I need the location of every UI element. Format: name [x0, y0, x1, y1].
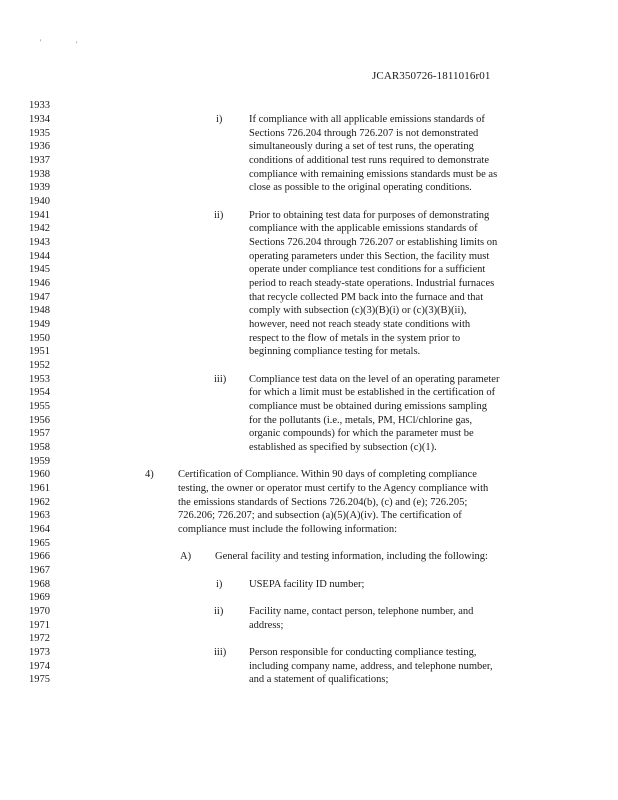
- scan-speck: ': [40, 38, 42, 47]
- line-number: 1948: [29, 305, 50, 316]
- paragraph-marker: iii): [214, 647, 227, 658]
- line-number: 1944: [29, 251, 50, 262]
- scan-speck: ': [76, 40, 78, 49]
- line-number: 1954: [29, 387, 50, 398]
- line-number: 1946: [29, 278, 50, 289]
- line-number: 1950: [29, 333, 50, 344]
- paragraph-marker: ii): [214, 606, 224, 617]
- line-number: 1971: [29, 620, 50, 631]
- line-number: 1935: [29, 128, 50, 139]
- text-line: beginning compliance testing for metals.: [249, 346, 421, 357]
- line-number: 1947: [29, 292, 50, 303]
- line-number: 1958: [29, 442, 50, 453]
- text-line: General facility and testing information, including the following:: [215, 551, 488, 562]
- line-number: 1952: [29, 360, 50, 371]
- line-number: 1939: [29, 182, 50, 193]
- paragraph-marker: i): [216, 114, 223, 125]
- text-line: however, need not reach steady state conditions with: [249, 319, 471, 330]
- text-line: compliance must be obtained during emissions sampling: [249, 401, 487, 412]
- text-line: and a statement of qualifications;: [249, 674, 389, 685]
- text-line: compliance with remaining emissions standards must be as: [249, 169, 498, 180]
- line-number: 1973: [29, 647, 50, 658]
- text-line: conditions of additional test runs required to demonstrate: [249, 155, 489, 166]
- line-number: 1941: [29, 210, 50, 221]
- text-line: close as possible to the original operating conditions.: [249, 182, 472, 193]
- line-number: 1945: [29, 264, 50, 275]
- text-line: address;: [249, 620, 284, 631]
- paragraph-marker: i): [216, 579, 223, 590]
- text-line: operating parameters under this Section, the facility must: [249, 251, 490, 262]
- text-line: simultaneously during a set of test runs, the operating: [249, 141, 474, 152]
- text-line: the emissions standards of Sections 726.204(b), (c) and (e); 726.205;: [178, 497, 468, 508]
- line-number: 1975: [29, 674, 50, 685]
- line-number: 1956: [29, 415, 50, 426]
- line-number: 1964: [29, 524, 50, 535]
- line-number: 1963: [29, 510, 50, 521]
- line-number: 1949: [29, 319, 50, 330]
- text-line: compliance with the applicable emissions standards of: [249, 223, 478, 234]
- line-number: 1965: [29, 538, 50, 549]
- text-line: established as specified by subsection (c)(1).: [249, 442, 437, 453]
- text-line: 726.206; 726.207; and subsection (a)(5)(A)(iv). The certification of: [178, 510, 462, 521]
- text-line: Prior to obtaining test data for purposes of demonstrating: [249, 210, 490, 221]
- line-number: 1943: [29, 237, 50, 248]
- text-line: compliance must include the following information:: [178, 524, 397, 535]
- text-line: respect to the flow of metals in the system prior to: [249, 333, 461, 344]
- text-line: Sections 726.204 through 726.207 is not demonstrated: [249, 128, 479, 139]
- line-number: 1969: [29, 592, 50, 603]
- paragraph-marker: A): [180, 551, 192, 562]
- line-number: 1955: [29, 401, 50, 412]
- text-line: Facility name, contact person, telephone number, and: [249, 606, 474, 617]
- line-number: 1937: [29, 155, 50, 166]
- text-line: Sections 726.204 through 726.207 or establishing limits on: [249, 237, 498, 248]
- line-number: 1974: [29, 661, 50, 672]
- text-line: including company name, address, and telephone number,: [249, 661, 493, 672]
- line-number: 1966: [29, 551, 50, 562]
- text-line: operate under compliance test conditions for a sufficient: [249, 264, 486, 275]
- document-id: JCAR350726-1811016r01: [372, 70, 491, 82]
- text-line: organic compounds) for which the parameter must be: [249, 428, 474, 439]
- line-number: 1933: [29, 100, 50, 111]
- line-number: 1942: [29, 223, 50, 234]
- text-line: that recycle collected PM back into the furnace and that: [249, 292, 484, 303]
- paragraph-marker: 4): [145, 469, 154, 480]
- line-number: 1967: [29, 565, 50, 576]
- line-number: 1962: [29, 497, 50, 508]
- line-number: 1951: [29, 346, 50, 357]
- text-line: for which a limit must be established in the certification of: [249, 387, 496, 398]
- text-line: period to reach steady-state operations. Industrial furnaces: [249, 278, 495, 289]
- text-line: Compliance test data on the level of an operating parameter: [249, 374, 500, 385]
- line-number: 1936: [29, 141, 50, 152]
- text-line: comply with subsection (c)(3)(B)(i) or (c)(3)(B)(ii),: [249, 305, 467, 316]
- text-line: Certification of Compliance. Within 90 days of completing compliance: [178, 469, 477, 480]
- line-number: 1961: [29, 483, 50, 494]
- text-line: If compliance with all applicable emissions standards of: [249, 114, 485, 125]
- line-number: 1953: [29, 374, 50, 385]
- line-number: 1959: [29, 456, 50, 467]
- line-number: 1960: [29, 469, 50, 480]
- line-number: 1940: [29, 196, 50, 207]
- line-number: 1968: [29, 579, 50, 590]
- text-line: for the pollutants (i.e., metals, PM, HCl/chlorine gas,: [249, 415, 473, 426]
- line-number: 1934: [29, 114, 50, 125]
- line-number: 1972: [29, 633, 50, 644]
- paragraph-marker: ii): [214, 210, 224, 221]
- text-line: testing, the owner or operator must certify to the Agency compliance with: [178, 483, 489, 494]
- line-number: 1938: [29, 169, 50, 180]
- paragraph-marker: iii): [214, 374, 227, 385]
- line-number: 1957: [29, 428, 50, 439]
- text-line: USEPA facility ID number;: [249, 579, 365, 590]
- text-line: Person responsible for conducting compliance testing,: [249, 647, 477, 658]
- line-number: 1970: [29, 606, 50, 617]
